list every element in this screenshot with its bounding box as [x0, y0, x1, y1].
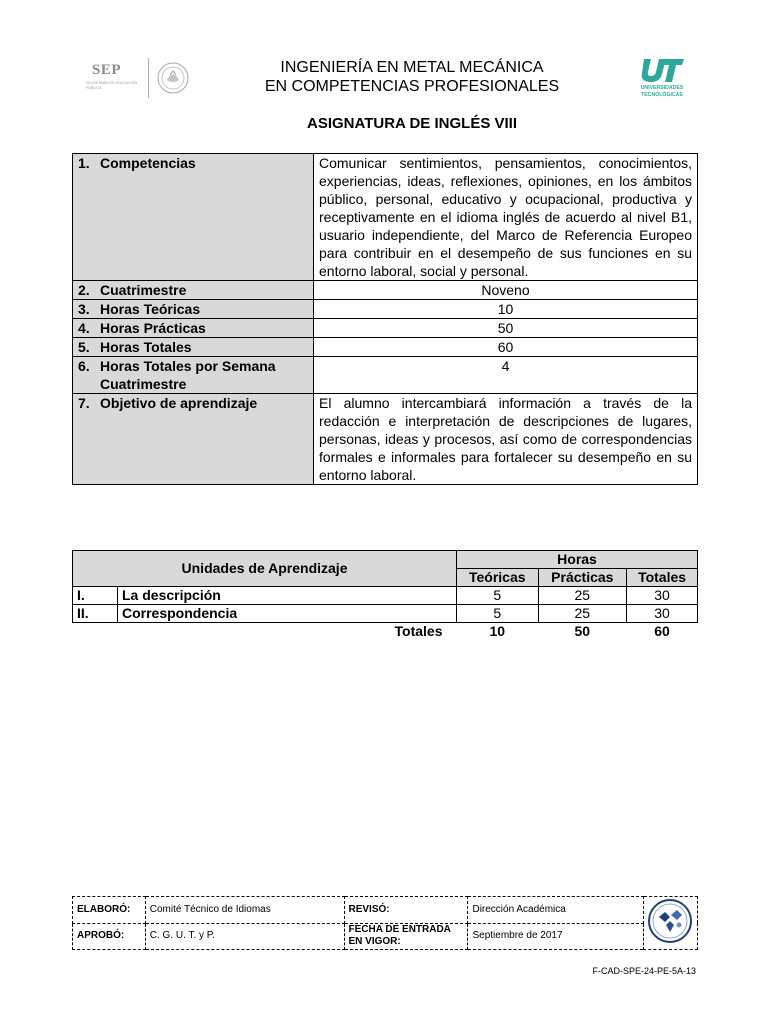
- info-label: Horas Prácticas: [100, 320, 206, 336]
- info-row-horas-totales: [73, 338, 698, 357]
- info-num: 5.: [78, 339, 90, 355]
- document-code: F-CAD-SPE-24-PE-5A-13: [592, 966, 696, 976]
- info-label: Horas Totales: [100, 339, 192, 355]
- info-num: 7.: [78, 395, 90, 411]
- info-row-cuatrimestre: [73, 281, 698, 300]
- footer-table: [72, 896, 698, 950]
- fecha-label-line-2: EN VIGOR:: [348, 936, 401, 948]
- reviso-label: REVISÓ:: [344, 897, 468, 924]
- fecha-value: Septiembre de 2017: [468, 923, 643, 950]
- info-label: Horas Teóricas: [100, 301, 201, 317]
- reviso-value: Dirección Académica: [468, 897, 643, 924]
- unit-name: Correspondencia: [118, 605, 457, 623]
- unit-teoricas: 5: [457, 605, 539, 623]
- col-teoricas-header: Teóricas: [457, 569, 539, 587]
- elaboro-label: ELABORÓ:: [73, 897, 146, 924]
- fecha-label: [344, 923, 468, 950]
- unit-roman: II.: [73, 605, 118, 623]
- totals-teoricas: 10: [489, 623, 506, 639]
- sep-logo-subtitle: SECRETARÍA DE EDUCACIÓN PÚBLICA: [86, 81, 138, 90]
- units-header-label: Unidades de Aprendizaje: [73, 551, 457, 587]
- totals-row: [73, 623, 698, 641]
- ut-logo-mark-icon: [639, 56, 685, 84]
- col-practicas-header: Prácticas: [538, 569, 627, 587]
- footer-row-2: [73, 923, 698, 950]
- ut-logo: [630, 56, 694, 112]
- info-value-horas-practicas: 50: [314, 319, 698, 338]
- hours-header-label: Horas: [457, 551, 698, 569]
- info-label-cell: [73, 300, 314, 319]
- info-label-cell: [73, 281, 314, 300]
- unit-row: [73, 605, 698, 623]
- unit-teoricas: 5: [457, 587, 539, 605]
- info-row-horas-teoricas: [73, 300, 698, 319]
- unit-totales: 30: [627, 587, 698, 605]
- info-row-competencias: [73, 154, 698, 281]
- info-value-horas-semana: 4: [314, 357, 698, 394]
- info-label-cell: [73, 357, 314, 394]
- sep-logo-word: SEP: [92, 62, 122, 78]
- footer-logo-cell: [643, 897, 697, 950]
- totals-totales: 60: [654, 623, 670, 639]
- units-table: [72, 550, 698, 640]
- unit-totales: 30: [627, 605, 698, 623]
- document-title-line-1: INGENIERÍA EN METAL MECÁNICA: [280, 59, 544, 76]
- subject-title: ASIGNATURA DE INGLÉS VIII: [306, 115, 517, 132]
- info-value-horas-totales: 60: [314, 338, 698, 357]
- info-row-objetivo: [73, 394, 698, 485]
- info-label-cell: [73, 154, 314, 281]
- info-label: Cuatrimestre: [100, 282, 187, 298]
- unit-practicas: 25: [538, 605, 627, 623]
- totals-label: Totales: [394, 623, 443, 639]
- info-num: 1.: [78, 155, 90, 171]
- info-row-horas-practicas: [73, 319, 698, 338]
- info-label: Objetivo de aprendizaje: [100, 395, 258, 411]
- unit-row: [73, 587, 698, 605]
- info-label-cell: [73, 319, 314, 338]
- units-header-row-1: [73, 551, 698, 569]
- info-value-horas-teoricas: 10: [314, 300, 698, 319]
- info-num: 4.: [78, 320, 90, 336]
- info-row-horas-semana: [73, 357, 698, 394]
- info-value-objetivo: El alumno intercambiará información a través de la redacción e interpretación de descripciones de lugares, personas, ideas y procesos, así como de correspondencias formales e informales para fortalecer su desempeño en su entorno laboral.: [314, 394, 698, 485]
- aprobo-value: C. G. U. T. y P.: [145, 923, 344, 950]
- info-label-cell: [73, 394, 314, 485]
- info-label: Competencias: [100, 155, 196, 171]
- totals-practicas: 50: [574, 623, 591, 639]
- sep-logo-box: [78, 58, 149, 98]
- info-table: [72, 153, 698, 485]
- info-label-cell: [73, 338, 314, 357]
- unit-name: La descripción: [118, 587, 457, 605]
- institutional-seal-icon: [646, 897, 694, 945]
- unit-roman: I.: [73, 587, 118, 605]
- fecha-label-line-1: FECHA DE ENTRADA: [348, 924, 451, 936]
- info-label: Horas Totales por Semana Cuatrimestre: [100, 358, 276, 392]
- info-value-competencias: Comunicar sentimientos, pensamientos, conocimientos, experiencias, ideas, reflexiones, opiniones, en los ámbitos público, personal, educativo y ocupacional, productiva y receptivamente en el idioma inglés de acuerdo al nivel B1, usuario independiente, del Marco de Referencia Europeo para contribuir en el desempeño de sus funciones en su entorno laboral, social y personal.: [314, 154, 698, 281]
- info-num: 2.: [78, 282, 90, 298]
- mexico-seal-icon: [156, 60, 190, 96]
- info-value-cuatrimestre: Noveno: [314, 281, 698, 300]
- col-totales-header: Totales: [627, 569, 698, 587]
- sep-logo: [78, 58, 190, 98]
- unit-practicas: 25: [538, 587, 627, 605]
- footer-row-1: [73, 897, 698, 924]
- aprobo-label: APROBÓ:: [73, 923, 146, 950]
- info-num: 6.: [78, 358, 90, 374]
- info-num: 3.: [78, 301, 90, 317]
- ut-logo-caption-1: UNIVERSIDADES: [640, 85, 684, 91]
- elaboro-value: Comité Técnico de Idiomas: [145, 897, 344, 924]
- ut-logo-caption-2: TECNOLÓGICAS: [641, 92, 683, 98]
- document-title-line-2: EN COMPETENCIAS PROFESIONALES: [264, 78, 560, 95]
